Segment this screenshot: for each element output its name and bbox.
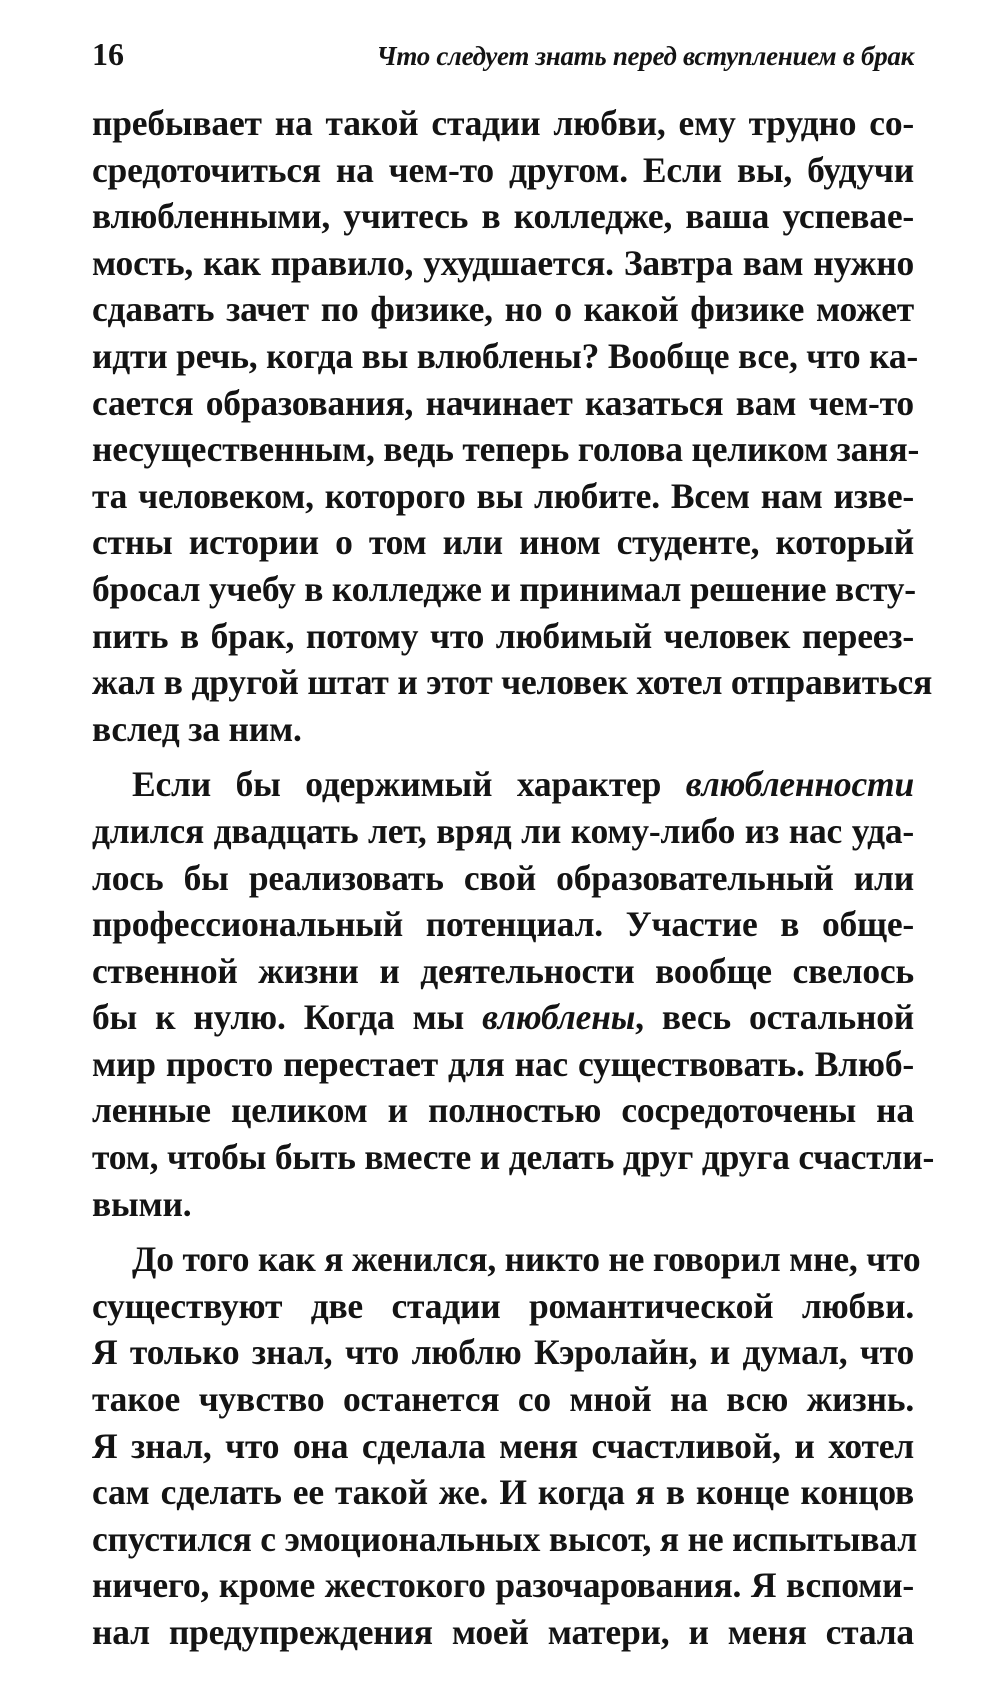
body-text xyxy=(92,100,935,1656)
paragraph-1 xyxy=(92,100,933,752)
text-line: несущественным, ведь теперь голова целиком заня- xyxy=(92,429,920,470)
page-header xyxy=(92,36,914,92)
text-line: Я знал, что она сделала меня счастливой, и хотел xyxy=(92,1425,914,1466)
text-line: сдавать зачет по физике, но о какой физике может xyxy=(92,289,914,330)
emphasis-text: влюбленности xyxy=(685,764,914,805)
text-line: стны истории о том или ином студенте, который xyxy=(92,522,914,563)
text-line: мость, как правило, ухудшается. Завтра вам нужно xyxy=(92,242,914,283)
text-segment: , весь остальной xyxy=(635,997,915,1038)
book-page xyxy=(92,36,935,1656)
paragraph-3 xyxy=(92,1236,921,1655)
text-line: сам сделать ее такой же. И когда я в конце концов xyxy=(92,1472,914,1513)
text-line: та человеком, которого вы любите. Всем нам изве- xyxy=(92,475,914,516)
text-line: ственной жизни и деятельности вообще свелось xyxy=(92,950,914,991)
text-line: жал в другой штат и этот человек хотел отправиться xyxy=(92,662,933,703)
text-line: профессиональный потенциал. Участие в обще- xyxy=(92,904,914,945)
text-line: ленные целиком и полностью сосредоточены на xyxy=(92,1090,914,1131)
text-line: вслед за ним. xyxy=(92,708,302,749)
page-number: 16 xyxy=(92,36,124,72)
paragraph-2 xyxy=(92,761,935,1227)
text-line: мир просто перестает для нас существовать. Влюб- xyxy=(92,1043,914,1084)
text-line: бросал учебу в колледже и принимал решение всту- xyxy=(92,568,916,609)
text-line: сается образования, начинает казаться вам чем-то xyxy=(92,382,914,423)
text-line: спустился с эмоциональных высот, я не испытывал xyxy=(92,1518,917,1559)
text-line: Я только знал, что люблю Кэролайн, и думал, что xyxy=(92,1332,914,1373)
text-line: выми. xyxy=(92,1183,192,1224)
text-line: влюбленными, учитесь в колледже, ваша успевае- xyxy=(92,196,914,237)
text-segment: бы к нулю. Когда мы xyxy=(92,997,483,1038)
text-line: пить в брак, потому что любимый человек переез- xyxy=(92,615,914,656)
text-line: ничего, кроме жестокого разочарования. Я вспоми- xyxy=(92,1565,914,1606)
text-line: том, чтобы быть вместе и делать друг друга счастли- xyxy=(92,1137,935,1178)
text-line: существуют две стадии романтической любви. xyxy=(92,1285,914,1326)
text-line: такое чувство останется со мной на всю жизнь. xyxy=(92,1379,914,1420)
emphasis-text: влюблены xyxy=(482,997,636,1038)
running-title: Что следует знать перед вступлением в брак xyxy=(376,41,914,71)
text-line: нал предупреждения моей матери, и меня стала xyxy=(92,1612,914,1652)
text-line xyxy=(92,761,914,808)
text-line: лось бы реализовать свой образовательный или xyxy=(92,857,914,898)
text-line: пребывает на такой стадии любви, ему трудно со- xyxy=(92,103,914,143)
text-line: До того как я женился, никто не говорил мне, что xyxy=(132,1239,921,1280)
text-line xyxy=(92,994,914,1041)
text-line: длился двадцать лет, вряд ли кому-либо из нас уда- xyxy=(92,810,914,851)
text-line: идти речь, когда вы влюблены? Вообще все, что ка- xyxy=(92,335,918,376)
text-line: средоточиться на чем-то другом. Если вы, будучи xyxy=(92,149,914,190)
text-segment: Если бы одержимый характер xyxy=(132,764,686,805)
